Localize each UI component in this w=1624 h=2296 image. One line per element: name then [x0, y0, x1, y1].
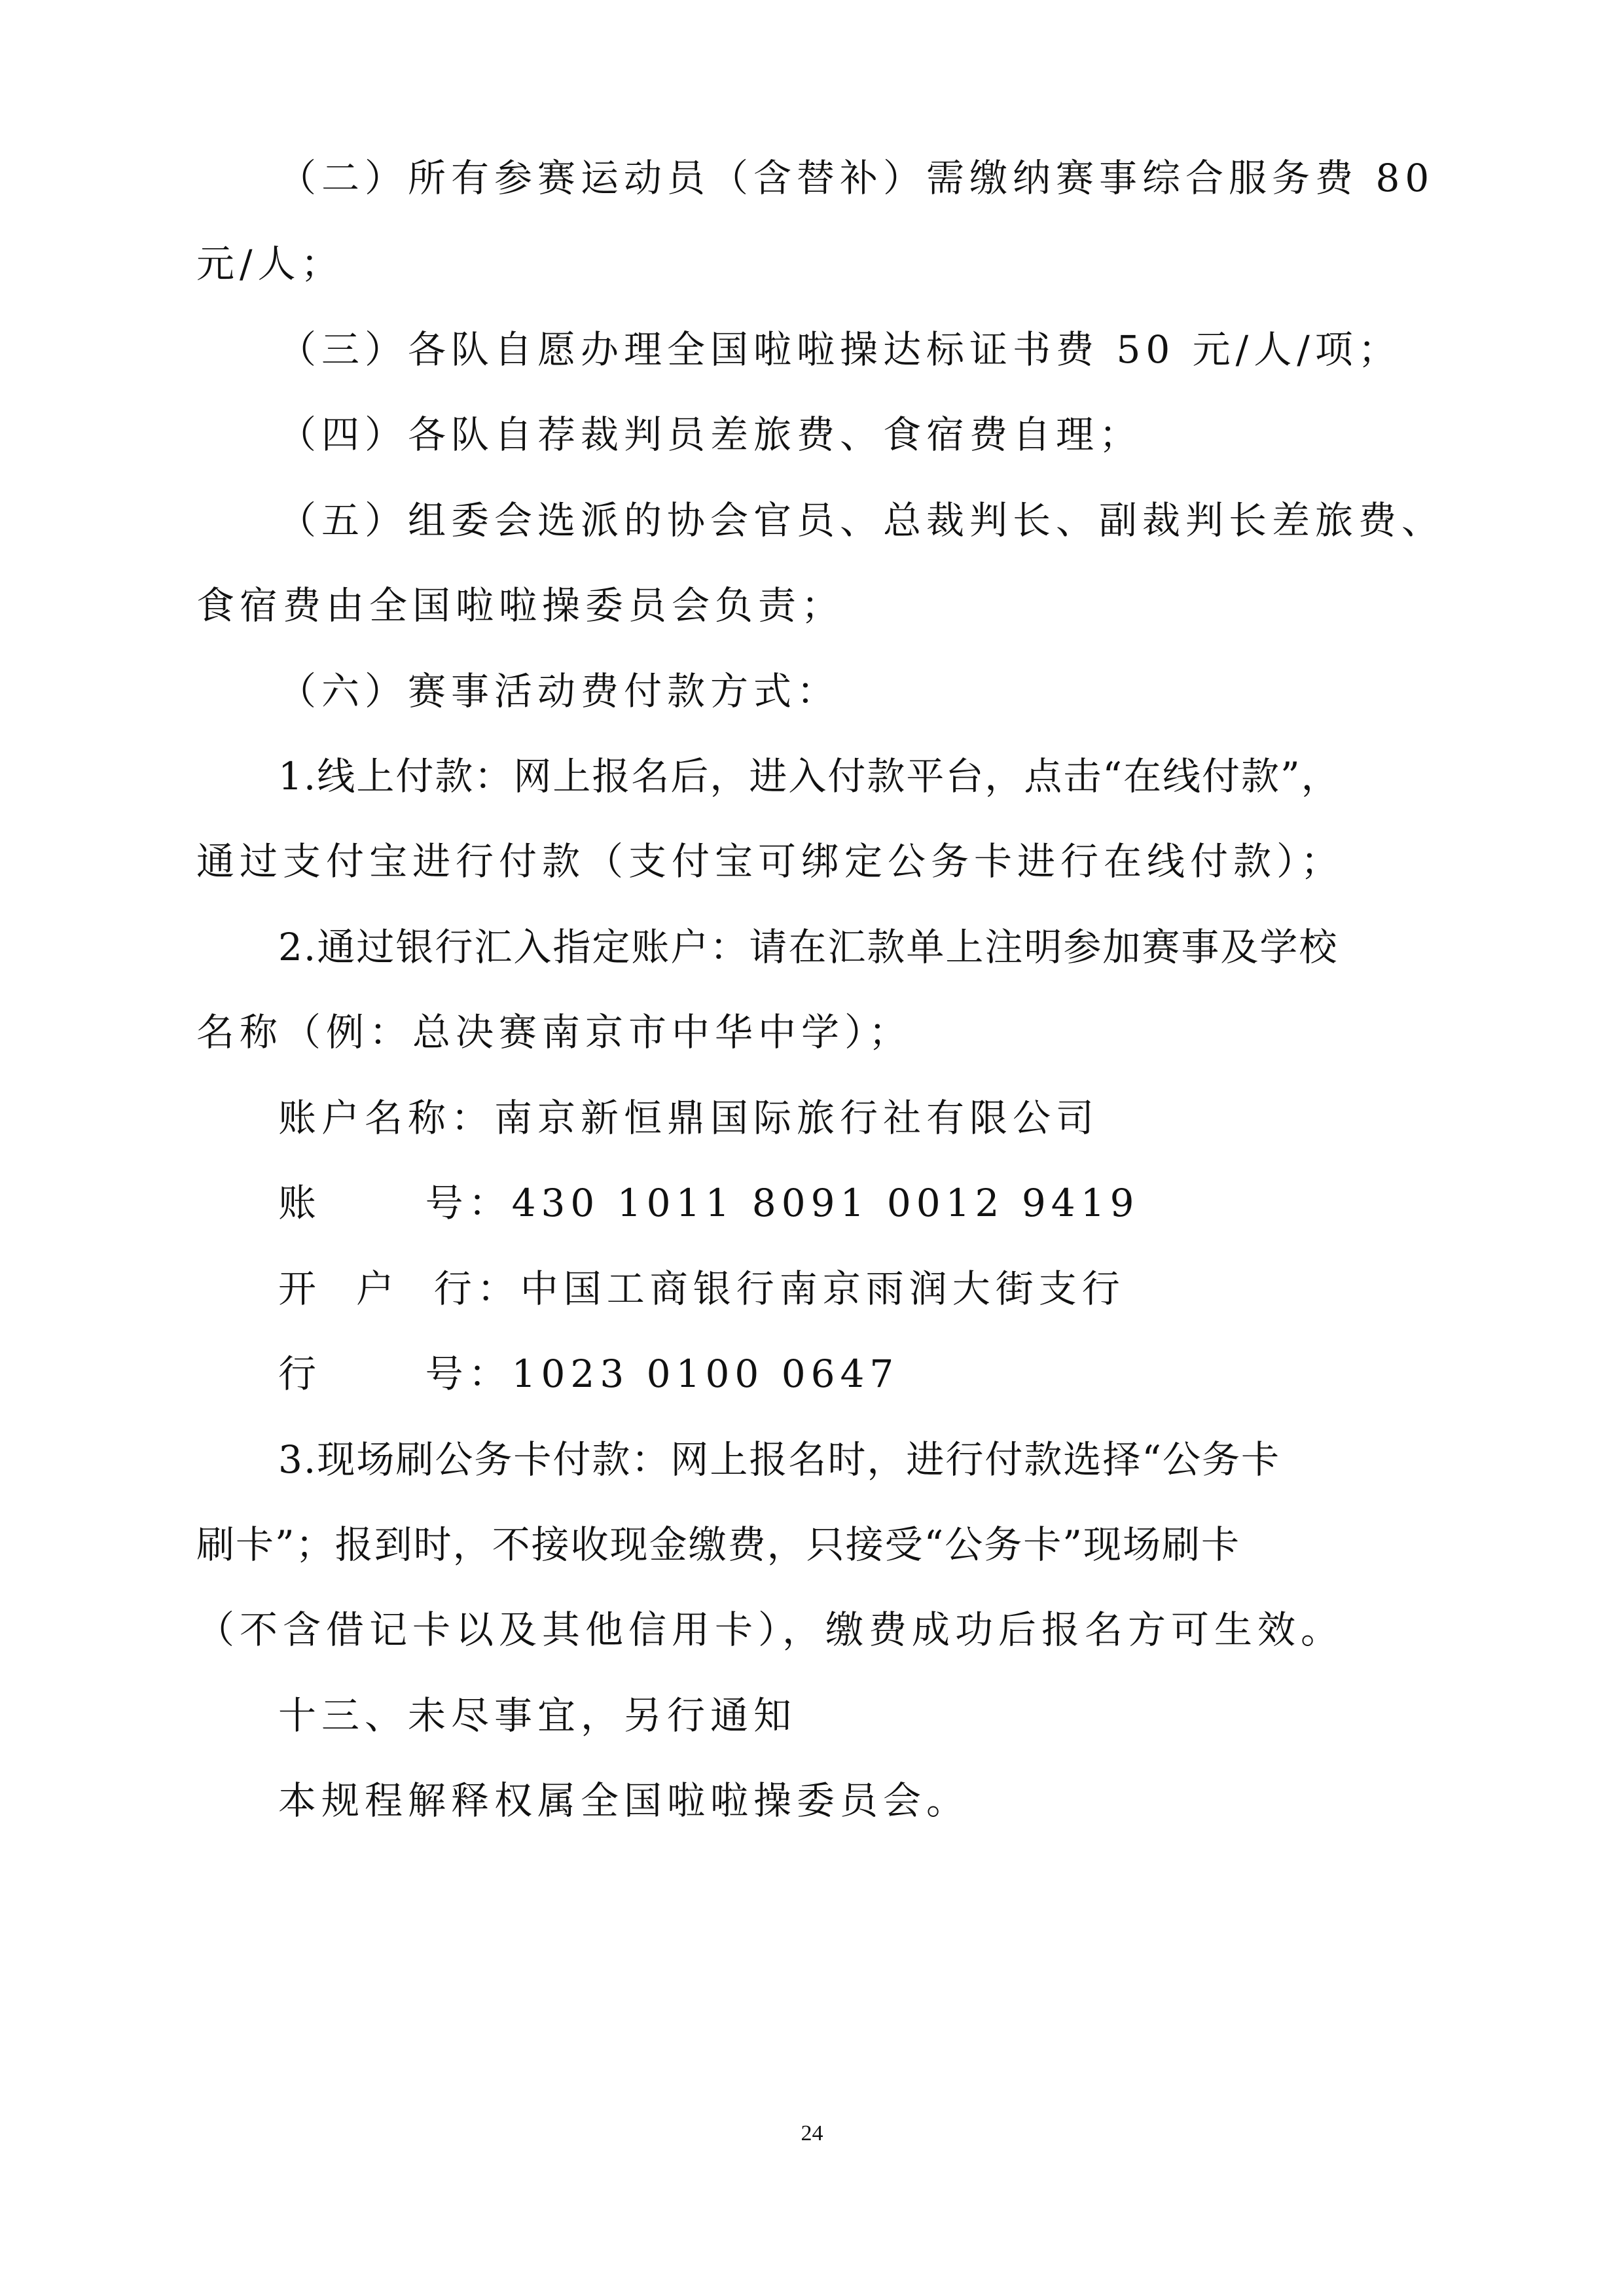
section-heading-13: 十三、未尽事宜，另行通知	[278, 1693, 797, 1738]
paragraph-line-9: 通过支付宝进行付款（支付宝可绑定公务卡进行在线付款）；	[196, 839, 1344, 884]
paragraph-line-1: （二）所有参赛运动员（含替补）需缴纳赛事综合服务费 80	[278, 156, 1435, 200]
bank-code-line: 行 号：1023 0100 0647	[278, 1352, 899, 1396]
paragraph-line-4: （四）各队自荐裁判员差旅费、食宿费自理；	[278, 412, 1143, 457]
paragraph-line-16: 3.现场刷公务卡付款：网上报名时，进行付款选择“公务卡	[278, 1437, 1280, 1482]
bank-branch-line: 开 户 行：中国工商银行南京雨润大街支行	[278, 1266, 1125, 1311]
paragraph-line-11: 名称（例：总决赛南京市中华中学）；	[196, 1010, 912, 1054]
paragraph-line-18: （不含借记卡以及其他信用卡），缴费成功后报名方可生效。	[196, 1607, 1344, 1652]
paragraph-line-2: 元/人；	[196, 242, 344, 286]
paragraph-line-20: 本规程解释权属全国啦啦操委员会。	[278, 1778, 970, 1823]
paragraph-line-10: 2.通过银行汇入指定账户：请在汇款单上注明参加赛事及学校	[278, 925, 1339, 969]
paragraph-line-17: 刷卡”；报到时，不接收现金缴费，只接受“公务卡”现场刷卡	[196, 1522, 1240, 1567]
paragraph-line-7: （六）赛事活动费付款方式：	[278, 669, 840, 713]
paragraph-line-6: 食宿费由全国啦啦操委员会负责；	[196, 583, 845, 628]
account-number-line: 账 号：430 1011 8091 0012 9419	[278, 1181, 1140, 1225]
account-name-line: 账户名称：南京新恒鼎国际旅行社有限公司	[278, 1096, 1100, 1140]
paragraph-line-5: （五）组委会选派的协会官员、总裁判长、副裁判长差旅费、	[278, 498, 1445, 543]
paragraph-line-3: （三）各队自愿办理全国啦啦操达标证书费 50 元/人/项；	[278, 327, 1401, 372]
page-number: 24	[801, 2121, 823, 2145]
paragraph-line-8: 1.线上付款：网上报名后，进入付款平台，点击“在线付款”，	[278, 754, 1341, 798]
